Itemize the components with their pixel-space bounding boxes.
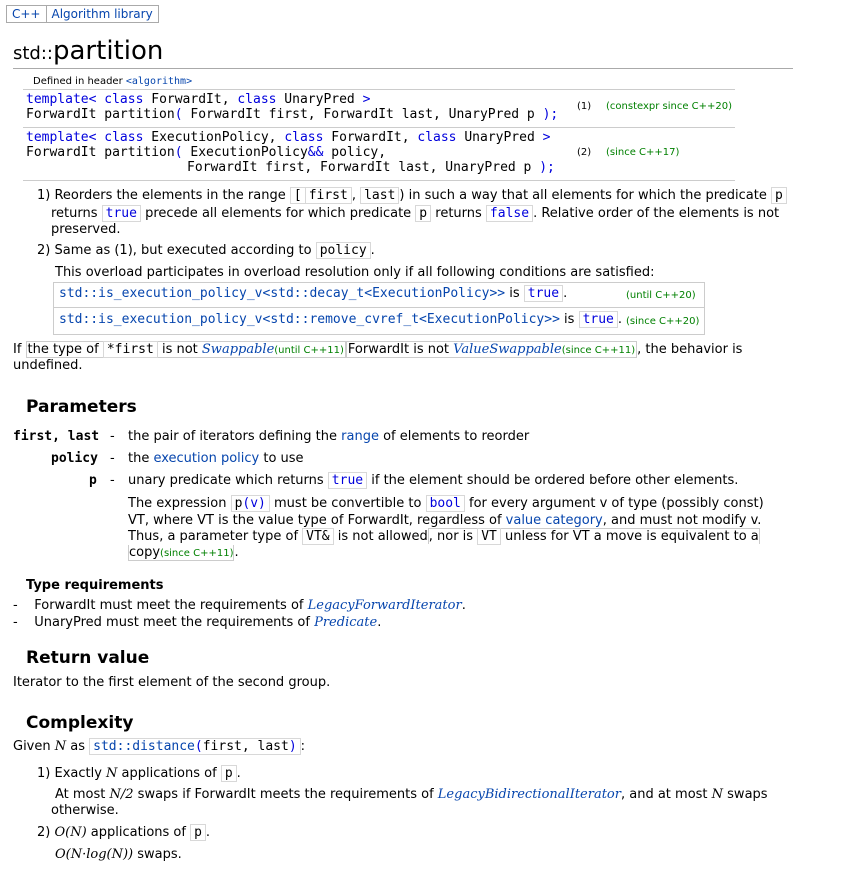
complexity-2: 2) O(N) applications of p . — [37, 825, 211, 840]
desc-1-line-2: returns true precede all elements for which predicate p returns false . Relative order of the elements is not — [51, 206, 780, 221]
valueswappable-link[interactable]: ValueSwappable — [453, 342, 562, 357]
complexity-heading: Complexity — [26, 713, 134, 733]
value-category-link[interactable]: value category — [505, 513, 603, 528]
param-dash-3: - — [110, 473, 115, 488]
header-prefix: Defined in header — [33, 76, 126, 87]
desc-1-line-3: preserved. — [51, 222, 121, 237]
title-namespace: std:: — [13, 43, 53, 64]
param-p-detail-4: copy(since C++11). — [129, 545, 239, 560]
breadcrumb — [6, 5, 159, 23]
type-req-1: - ForwardIt must meet the requirements of LegacyForwardIterator. — [13, 598, 466, 613]
condition-1-note: (until C++20) — [626, 290, 696, 301]
return-value-heading: Return value — [26, 648, 150, 668]
ub-line-2: undefined. — [13, 358, 83, 373]
overload-1-num: (1) — [577, 101, 592, 112]
swappable-link[interactable]: Swappable — [201, 342, 275, 357]
header-link[interactable]: <algorithm> — [125, 76, 193, 87]
param-desc-p: unary predicate which returns true if the element should be ordered before other elements. — [128, 473, 739, 488]
param-p-detail-3: Thus, a parameter type of VT& is not allowed, nor is VT unless for VT a move is equivalent to a — [128, 529, 759, 544]
title-name: partition — [53, 36, 164, 66]
param-name-first-last: first, last — [13, 429, 100, 444]
param-dash-1: - — [110, 429, 115, 444]
condition-2-code[interactable]: std::is_execution_policy_v<std::remove_cvref_t<ExecutionPolicy>> — [59, 312, 560, 327]
legacy-forward-iterator-link[interactable]: LegacyForwardIterator — [307, 598, 462, 613]
overload-1-note: (constexpr since C++20) — [606, 101, 733, 112]
overload-2-line-2: ForwardIt partition( ExecutionPolicy&& policy, — [26, 145, 387, 160]
param-name-policy: policy — [51, 451, 98, 466]
range-link[interactable]: range — [341, 429, 379, 444]
predicate-link[interactable]: Predicate — [314, 615, 378, 630]
param-desc-first-last: the pair of iterators defining the range of elements to reorder — [128, 429, 530, 444]
condition-2: std::is_execution_policy_v<std::remove_cvref_t<ExecutionPolicy>> is true . — [59, 312, 623, 327]
param-name-p: p — [89, 473, 97, 488]
breadcrumb-cpp[interactable]: C++ — [6, 5, 47, 23]
desc-1-line-1: 1) Reorders the elements in the range [ first , last ) in such a way that all elements for which the predicate p — [37, 188, 787, 203]
page-title — [13, 36, 163, 66]
overload-1-line-1: template< class ForwardIt, class UnaryPred > — [26, 92, 371, 107]
parameters-heading: Parameters — [26, 397, 137, 417]
type-req-2: - UnaryPred must meet the requirements of Predicate. — [13, 615, 382, 630]
legacy-bidirectional-iterator-link[interactable]: LegacyBidirectionalIterator — [437, 787, 621, 802]
overload-1-line-2: ForwardIt partition( ForwardIt first, ForwardIt last, UnaryPred p ); — [26, 107, 559, 122]
condition-1: std::is_execution_policy_v<std::decay_t<ExecutionPolicy>> is true . — [59, 286, 568, 301]
desc-2-line-1: 2) Same as (1), but executed according to policy . — [37, 243, 375, 258]
overload-2-line-1: template< class ExecutionPolicy, class ForwardIt, class UnaryPred > — [26, 130, 551, 145]
param-p-detail-2: VT, where VT is the value type of ForwardIt, regardless of value category, and must not modify v. — [128, 513, 762, 528]
breadcrumb-algorithm[interactable]: Algorithm library — [47, 5, 159, 23]
distance-link[interactable]: std::distance — [93, 739, 195, 754]
return-value-text: Iterator to the first element of the second group. — [13, 675, 331, 690]
ub-line-1: If the type of *first is not Swappable(until C++11) ForwardIt is not ValueSwappable(since C++11) , the behavior is — [13, 342, 743, 357]
complexity-2-swaps: O(N·log(N)) swaps. — [55, 847, 182, 862]
type-requirements-heading: Type requirements — [26, 578, 164, 593]
overload-2-note: (since C++17) — [606, 147, 680, 158]
condition-1-code[interactable]: std::is_execution_policy_v<std::decay_t<ExecutionPolicy>> — [59, 286, 506, 301]
complexity-1: 1) Exactly N applications of p . — [37, 766, 241, 781]
overload-2-line-3: ForwardIt first, ForwardIt last, UnaryPred p ); — [187, 160, 555, 175]
desc-2-line-2: This overload participates in overload resolution only if all following conditions are satisfied: — [55, 265, 655, 280]
param-p-detail-1: The expression p(v) must be convertible to bool for every argument v of type (possibly const) — [128, 496, 764, 511]
complexity-given: Given N as std::distance(first, last) : — [13, 739, 306, 754]
complexity-1-swaps-2: otherwise. — [51, 803, 119, 818]
execution-policy-link[interactable]: execution policy — [153, 451, 260, 466]
param-desc-policy: the execution policy to use — [128, 451, 304, 466]
defined-in-header — [33, 76, 192, 87]
complexity-1-swaps: At most N/2 swaps if ForwardIt meets the requirements of LegacyBidirectionalIterator, and at most N swaps — [55, 787, 768, 802]
overload-2-num: (2) — [577, 147, 592, 158]
condition-2-note: (since C++20) — [626, 316, 700, 327]
param-dash-2: - — [110, 451, 115, 466]
